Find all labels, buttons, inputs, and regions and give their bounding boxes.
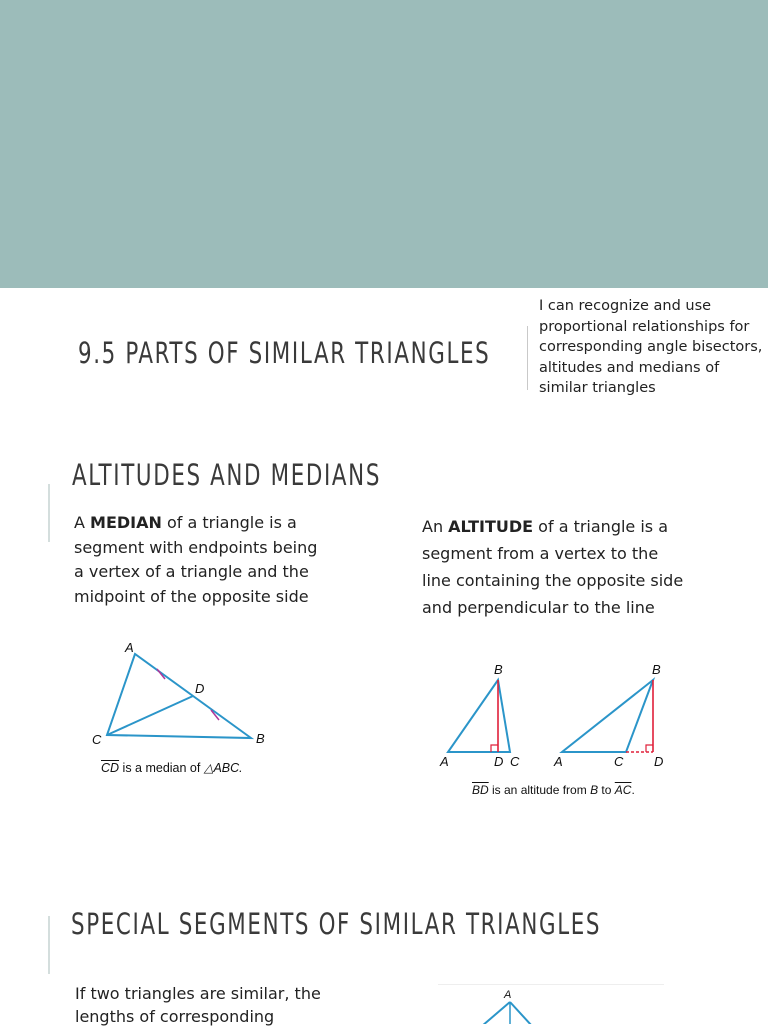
similar-triangle-figure: [470, 986, 550, 1024]
triangle-side: [482, 1002, 510, 1024]
vertex-label: D: [195, 681, 205, 696]
vertex-label: C: [510, 754, 520, 769]
altitude-prefix: An: [422, 517, 449, 536]
right-angle-marker: [646, 745, 653, 752]
caption-segment: $\overline{BD}$: [472, 783, 489, 797]
altitude-definition: [422, 513, 687, 621]
vertex-label: B: [652, 662, 661, 677]
caption-text: is an altitude from: [488, 783, 591, 797]
learning-objective: I can recognize and use proportional relationships for corresponding angle bisectors, altitudes and medians of similar triangles: [539, 298, 763, 396]
vertex-label: A: [125, 640, 134, 655]
page-title: 9.5 PARTS OF SIMILAR TRIANGLES: [78, 336, 491, 370]
caption-point: B: [590, 783, 599, 797]
median-figure: [85, 636, 285, 754]
altitude-caption: [472, 783, 635, 797]
median-term: MEDIAN: [90, 513, 162, 532]
vertex-label: D: [654, 754, 664, 769]
median-definition: [74, 511, 324, 609]
triangle-side: [510, 1002, 532, 1024]
section-accent-bar: [48, 484, 50, 542]
caption-text: .: [631, 783, 635, 797]
median-caption: [101, 760, 243, 775]
altitude-figures: [434, 660, 674, 772]
title-banner: [0, 0, 768, 288]
vertex-label: C: [92, 732, 102, 747]
caption-text: is a median of: [119, 761, 204, 775]
median-text: of a triangle is a segment with endpoints being a vertex of a triangle and the midpoint of the opposite side: [74, 513, 318, 606]
section-title-special-segments: SPECIAL SEGMENTS OF SIMILAR TRIANGLES: [71, 907, 602, 941]
median-prefix: A: [74, 513, 91, 532]
vertex-label: C: [614, 754, 624, 769]
right-angle-marker: [491, 745, 498, 752]
vertex-label: A: [504, 989, 512, 1001]
median-segment-cd: [107, 696, 193, 735]
section-accent-bar: [48, 916, 50, 974]
caption-segment: $\overline{CD}$: [101, 761, 120, 775]
title-divider: [527, 326, 528, 390]
vertex-label: A: [554, 754, 563, 769]
obtuse-triangle: [562, 680, 653, 752]
altitude-text: of a triangle is a segment from a vertex to the line containing the opposite side and perpendicular to the line: [422, 517, 684, 617]
vertex-label: B: [494, 662, 503, 677]
vertex-label: A: [440, 754, 449, 769]
altitude-term: ALTITUDE: [448, 517, 534, 536]
figure-frame-line: [438, 984, 664, 985]
similar-triangles-text: If two triangles are similar, the lengths of corresponding: [75, 984, 321, 1026]
acute-triangle: [448, 680, 510, 752]
section-title-altitudes-medians: ALTITUDES AND MEDIANS: [72, 458, 382, 492]
caption-segment: $\overline{AC}$: [614, 783, 632, 797]
caption-triangle: △ABC.: [203, 761, 243, 775]
vertex-label: D: [494, 754, 504, 769]
caption-text: to: [598, 783, 615, 797]
vertex-label: B: [256, 731, 265, 746]
